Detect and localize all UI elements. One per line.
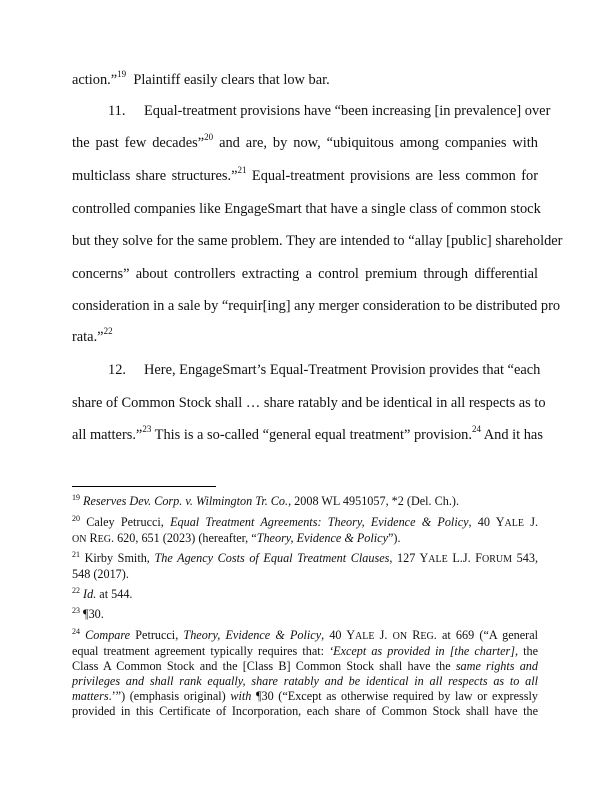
footnote-24: $^{24}$ Compare Petrucci, Theory, Evidence & Policy, 40 YALE J. ON REG. at 669 (“A general equal treatment agreement typically requires that: ‘Except as provided in [the charter], the Class A Common Stock and the [Class B] Common Stock shall have the same rights and privileges and shall rank equally, share ratably and be identical in all respects as to all matters.’”) (emphasis original) with ¶30 (“Except as otherwise required by law or expressly provided in this Certificate of Incorporation, each share of Common Stock shall have the — [72, 626, 539, 718]
footnote-ref-22[interactable]: 22 — [103, 326, 113, 337]
footnote-ref-20[interactable]: 20 — [204, 132, 214, 143]
paragraph-11-line-6: concerns” about controllers extracting a control premium through differential — [72, 266, 538, 282]
paragraph-number-11: 11. — [108, 103, 126, 119]
footnote-22: $^{22}$ Id. at 544. — [72, 585, 133, 601]
paragraph-11-line-1: 11. Equal-treatment provisions have “been increasing [in prevalence] over — [108, 103, 551, 119]
footnote-21: $^{21}$ Kirby Smith, The Agency Costs of Equal Treatment Clauses, 127 YALE L.J. FORUM 543, 548 (2017). — [72, 549, 538, 581]
paragraph-11-line-3: multiclass share structures.”$^{21}$ Equal-treatment provisions are less common for — [72, 165, 538, 184]
footnote-19: $^{19}$ Reserves Dev. Corp. v. Wilmington Tr. Co., 2008 WL 4951057, *2 (Del. Ch.). — [72, 492, 460, 508]
paragraph-11-line-5: but they solve for the same problem. They are intended to “allay [public] shareholder — [72, 233, 563, 249]
footnote-ref-23[interactable]: 23 — [142, 424, 152, 435]
footnote-ref-24[interactable]: 24 — [471, 424, 481, 435]
footnote-separator — [72, 486, 216, 487]
body-line-1: action.”$^{19}$ Plaintiff easily clears that low bar. — [72, 69, 330, 88]
paragraph-11-line-2: the past few decades”$^{20}$ and are, by now, “ubiquitous among companies with — [72, 132, 538, 151]
footnote-ref-21[interactable]: 21 — [237, 165, 247, 176]
footnote-20: $^{20}$ Caley Petrucci, Equal Treatment Agreements: Theory, Evidence & Policy, 40 YALE J. ON REG. 620, 651 (2023) (hereafter, “Theory, Evidence & Policy”). — [72, 513, 539, 545]
paragraph-11-line-8: rata.”$^{22}$ — [72, 326, 113, 345]
paragraph-12-line-2: share of Common Stock shall … share ratably and be identical in all respects as to — [72, 395, 546, 411]
footnote-23: $^{23}$ ¶30. — [72, 605, 104, 621]
paragraph-12-line-3: all matters.”$^{23}$ This is a so-called “general equal treatment” provision.$^{24}$ And it has — [72, 424, 543, 443]
paragraph-11-line-4: controlled companies like EngageSmart that have a single class of common stock — [72, 201, 541, 217]
footnote-ref-19[interactable]: 19 — [117, 69, 127, 80]
paragraph-number-12: 12. — [108, 362, 126, 378]
paragraph-11-line-7: consideration in a sale by “requir[ing] any merger consideration to be distributed pro — [72, 298, 561, 314]
paragraph-12-line-1: 12. Here, EngageSmart’s Equal-Treatment Provision provides that “each — [108, 362, 541, 378]
